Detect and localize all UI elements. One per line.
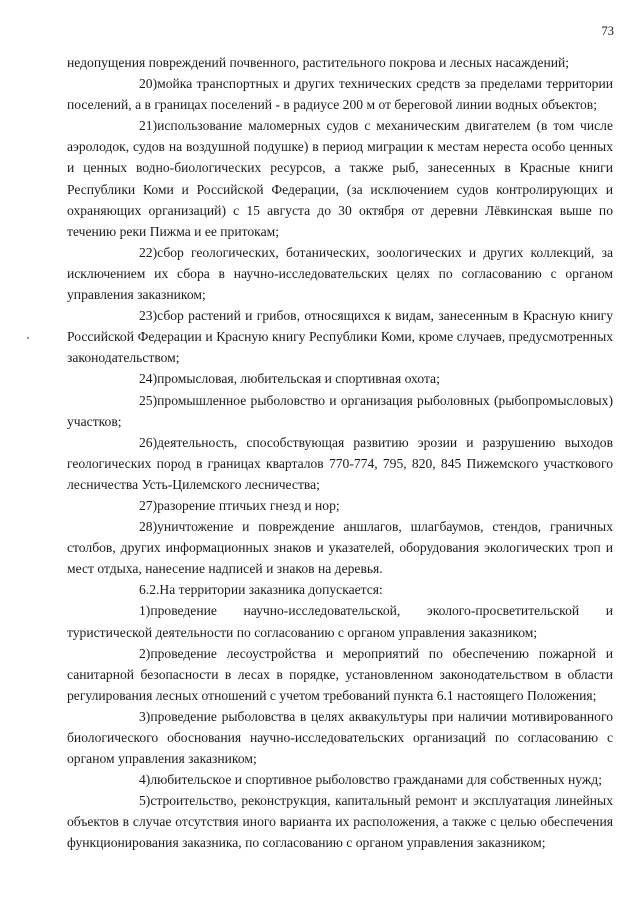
list-item-text: сбор растений и грибов, относящихся к видам, занесенным в Красную книгу Российской Федерации и Красную книгу Республики Коми, кроме случаев, предусмотренных законодательством; bbox=[67, 308, 613, 366]
list-item-text: проведение лесоустройства и мероприятий по обеспечению пожарной и санитарной безопасности в лесах в порядке, установленном законодательством в области регулирования лесных отношений с учетом требований пункта 6.1 настоящего Положения; bbox=[67, 645, 613, 703]
scan-artifact-dot bbox=[27, 337, 29, 339]
list-item-marker: 26) bbox=[139, 434, 158, 450]
list-item-text: уничтожение и повреждение аншлагов, шлагбаумов, стендов, граничных столбов, других информационных знаков и указателей, оборудования экологических троп и мест отдыха, нанесение надписей и знаков на деревья. bbox=[67, 519, 613, 577]
list-item-marker: 28) bbox=[139, 519, 158, 535]
list-item-text: промышленное рыболовство и организация рыболовных (рыбопромысловых) участков; bbox=[67, 392, 613, 429]
list-item bbox=[67, 390, 613, 432]
list-item-marker: 5) bbox=[139, 793, 151, 809]
list-item bbox=[67, 579, 613, 600]
list-item bbox=[67, 643, 613, 706]
list-item bbox=[67, 769, 613, 790]
list-item-marker: 21) bbox=[139, 118, 158, 134]
list-item-text: использование маломерных судов с механическим двигателем (в том числе аэролодок, судов на воздушной подушке) в период миграции к местам нереста особо ценных и ценных водно-биологических ресурсов, а также рыб, занесенных в Красные книги Республики Коми и Российской Федерации, (за исключением судов контролирующих и охраняющих организаций) с 15 августа до 30 октября от деревни Лёвкинская выше по течению реки Пижма и ее притокам; bbox=[67, 118, 613, 239]
list-item bbox=[67, 790, 613, 853]
list-item-marker: 27) bbox=[139, 497, 158, 513]
list-item-text: промысловая, любительская и спортивная охота; bbox=[157, 371, 440, 387]
list-item bbox=[67, 115, 613, 242]
page-number: 73 bbox=[601, 24, 614, 38]
list-item-marker: 4) bbox=[139, 772, 151, 788]
list-item bbox=[67, 516, 613, 579]
list-item bbox=[67, 706, 613, 769]
list-item bbox=[67, 368, 613, 389]
list-item-text: разорение птичьих гнезд и нор; bbox=[157, 497, 340, 513]
list-item-text: проведение научно-исследовательской, эколого-просветительской и туристической деятельности по согласованию с органом управления заказником; bbox=[67, 603, 613, 640]
list-item-marker: 20) bbox=[139, 76, 158, 92]
document-body bbox=[67, 52, 613, 854]
list-item-marker: 1) bbox=[139, 603, 151, 619]
list-item bbox=[67, 73, 613, 115]
list-item-text: мойка транспортных и других технических средств за пределами территории поселений, а в границах поселений - в радиусе 200 м от береговой линии водных объектов; bbox=[67, 76, 613, 113]
list-item-marker: 23) bbox=[139, 308, 158, 324]
list-item-marker: 2) bbox=[139, 645, 151, 661]
list-item-text: проведение рыболовства в целях аквакультуры при наличии мотивированного биологического обоснования научно-исследовательских организаций по согласованию с органом управления заказником; bbox=[67, 708, 613, 767]
list-item-text: сбор геологических, ботанических, зоологических и других коллекций, за исключением их сбора в научно-исследовательских целях по согласованию с органом управления заказником; bbox=[67, 244, 613, 303]
list-item-marker: 6.2. bbox=[139, 582, 160, 598]
list-item bbox=[67, 600, 613, 642]
list-item bbox=[67, 305, 613, 368]
list-item-marker: 22) bbox=[139, 244, 158, 260]
list-item bbox=[67, 495, 613, 516]
list-item-text: деятельность, способствующая развитию эрозии и разрушению выходов геологических пород в границах кварталов 770-774, 795, 820, 845 Пижемского участкового лесничества Усть-Цилемского лесничества; bbox=[67, 434, 613, 492]
list-item-text: строительство, реконструкция, капитальный ремонт и эксплуатация линейных объектов в случае отсутствия иного варианта их расположения, а также с целью обеспечения функционирования заказника, по согласованию с органом управления заказником; bbox=[67, 793, 613, 851]
list-item-marker: 25) bbox=[139, 392, 158, 408]
list-item-text: недопущения повреждений почвенного, растительного покрова и лесных насаждений; bbox=[67, 55, 570, 70]
list-item-text: На территории заказника допускается: bbox=[159, 582, 383, 598]
list-item bbox=[67, 52, 613, 73]
list-item bbox=[67, 432, 613, 495]
list-item-marker: 3) bbox=[139, 708, 151, 724]
list-item bbox=[67, 242, 613, 305]
list-item-marker: 24) bbox=[139, 371, 158, 387]
list-item-text: любительское и спортивное рыболовство гражданами для собственных нужд; bbox=[150, 772, 602, 788]
